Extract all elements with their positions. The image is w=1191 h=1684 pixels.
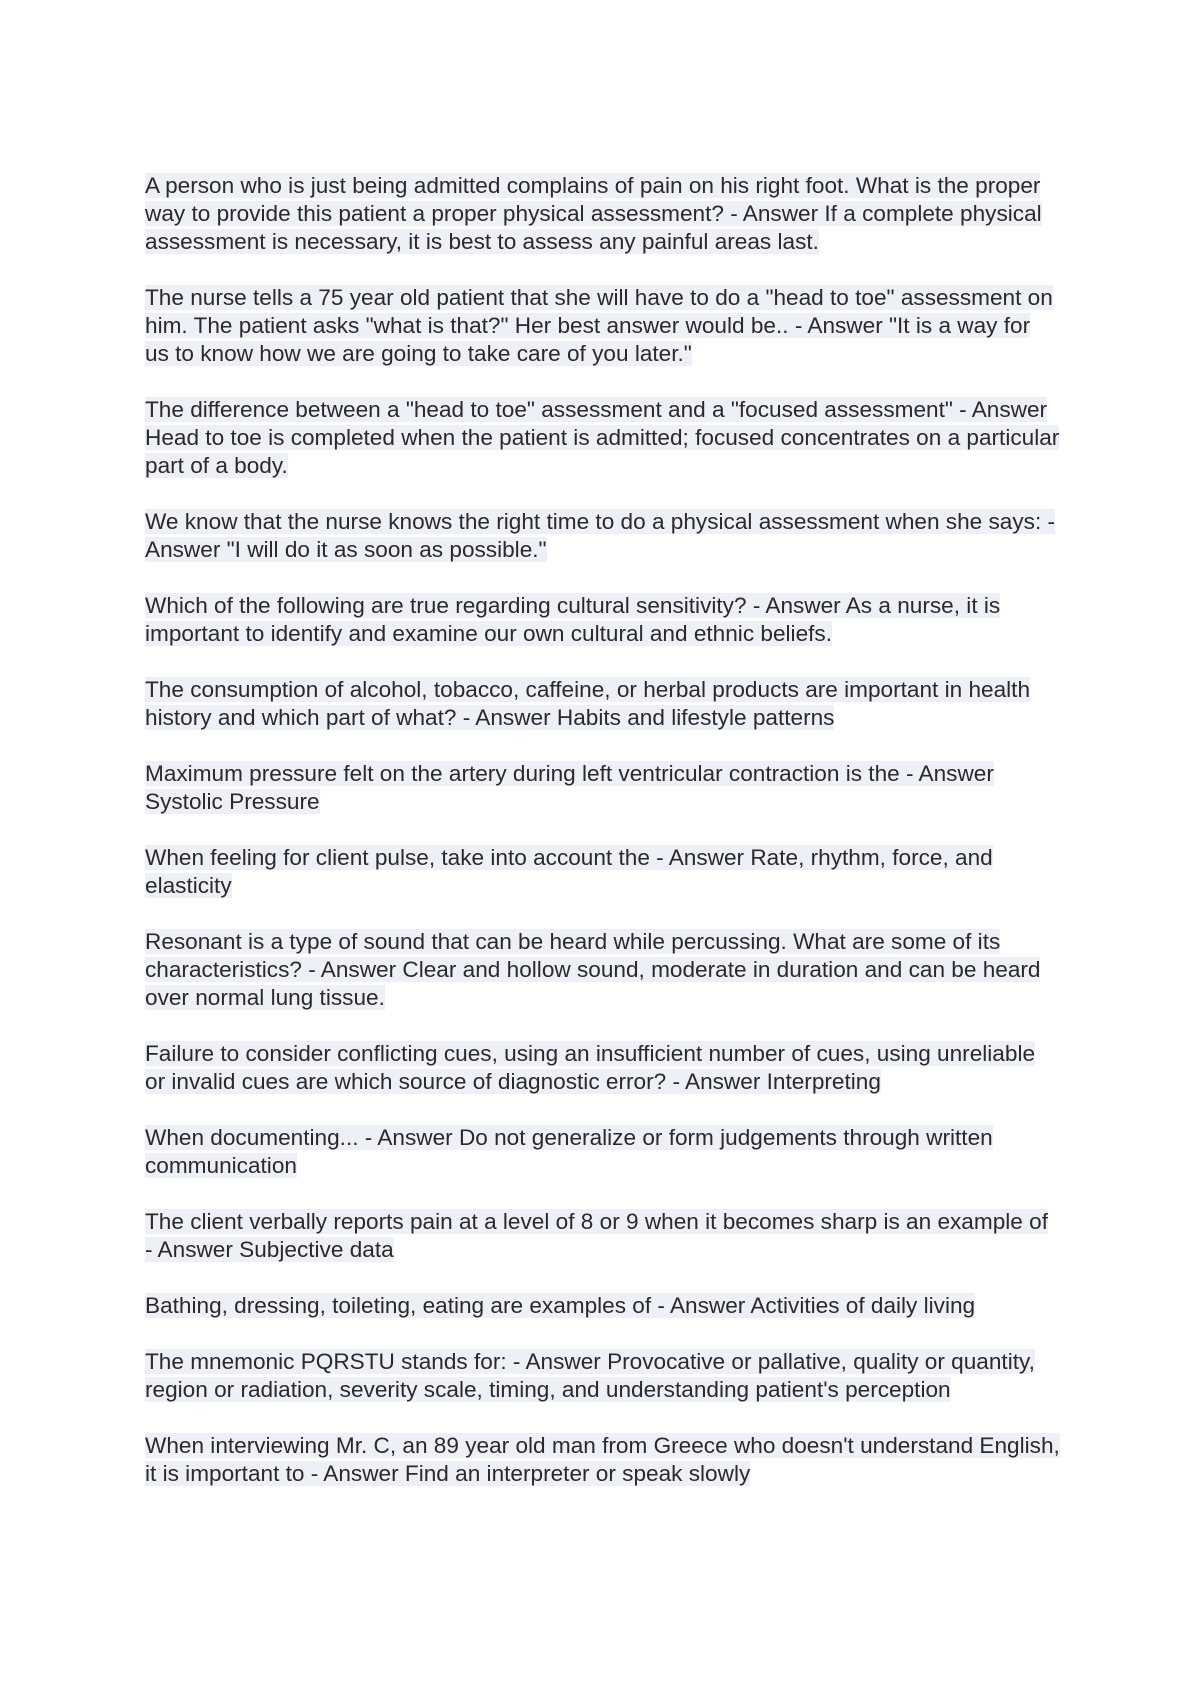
qa-item-15 bbox=[145, 1432, 1060, 1488]
qa-text: The nurse tells a 75 year old patient that she will have to do a "head to toe" assessment on him. The patient asks "what is that?" Her best answer would be.. - Answer "It is a way for us to know how we are going to take care of you later." bbox=[145, 285, 1053, 366]
qa-item-14 bbox=[145, 1348, 1060, 1404]
qa-text: Failure to consider conflicting cues, using an insufficient number of cues, using unreliable or invalid cues are which source of diagnostic error? - Answer Interpreting bbox=[145, 1041, 1036, 1094]
qa-item-13 bbox=[145, 1292, 1060, 1320]
qa-text: The difference between a "head to toe" assessment and a "focused assessment" - Answer Head to toe is completed when the patient is admitted; focused concentrates on a particular part of a body. bbox=[145, 397, 1060, 478]
qa-item-10 bbox=[145, 1040, 1060, 1096]
qa-text: When documenting... - Answer Do not generalize or form judgements through written communication bbox=[145, 1125, 993, 1178]
qa-item-3 bbox=[145, 396, 1060, 480]
qa-item-9 bbox=[145, 928, 1060, 1012]
qa-item-5 bbox=[145, 592, 1060, 648]
qa-list bbox=[145, 172, 1060, 1516]
qa-item-4 bbox=[145, 508, 1060, 564]
qa-text: Which of the following are true regarding cultural sensitivity? - Answer As a nurse, it is important to identify and examine our own cultural and ethnic beliefs. bbox=[145, 593, 1001, 646]
qa-text: Maximum pressure felt on the artery during left ventricular contraction is the - Answer Systolic Pressure bbox=[145, 761, 994, 814]
qa-item-2 bbox=[145, 284, 1060, 368]
qa-text: Resonant is a type of sound that can be heard while percussing. What are some of its characteristics? - Answer Clear and hollow sound, moderate in duration and can be heard over normal lung tissue. bbox=[145, 929, 1041, 1010]
qa-item-8 bbox=[145, 844, 1060, 900]
qa-item-7 bbox=[145, 760, 1060, 816]
qa-text: Bathing, dressing, toileting, eating are examples of - Answer Activities of daily living bbox=[145, 1293, 976, 1318]
qa-text: A person who is just being admitted complains of pain on his right foot. What is the proper way to provide this patient a proper physical assessment? - Answer If a complete physical assessment is necessary, it is best to assess any painful areas last. bbox=[145, 173, 1042, 254]
qa-text: We know that the nurse knows the right time to do a physical assessment when she says: - Answer "I will do it as soon as possible." bbox=[145, 509, 1056, 562]
qa-item-6 bbox=[145, 676, 1060, 732]
qa-text: The mnemonic PQRSTU stands for: - Answer Provocative or pallative, quality or quantity, region or radiation, severity scale, timing, and understanding patient's perception bbox=[145, 1349, 1035, 1402]
qa-text: The consumption of alcohol, tobacco, caffeine, or herbal products are important in health history and which part of what? - Answer Habits and lifestyle patterns bbox=[145, 677, 1031, 730]
qa-text: When feeling for client pulse, take into account the - Answer Rate, rhythm, force, and elasticity bbox=[145, 845, 993, 898]
qa-item-12 bbox=[145, 1208, 1060, 1264]
qa-item-11 bbox=[145, 1124, 1060, 1180]
qa-item-1 bbox=[145, 172, 1060, 256]
qa-text: When interviewing Mr. C, an 89 year old man from Greece who doesn't understand English, it is important to - Answer Find an interpreter or speak slowly bbox=[145, 1433, 1060, 1486]
qa-text: The client verbally reports pain at a level of 8 or 9 when it becomes sharp is an example of - Answer Subjective data bbox=[145, 1209, 1048, 1262]
